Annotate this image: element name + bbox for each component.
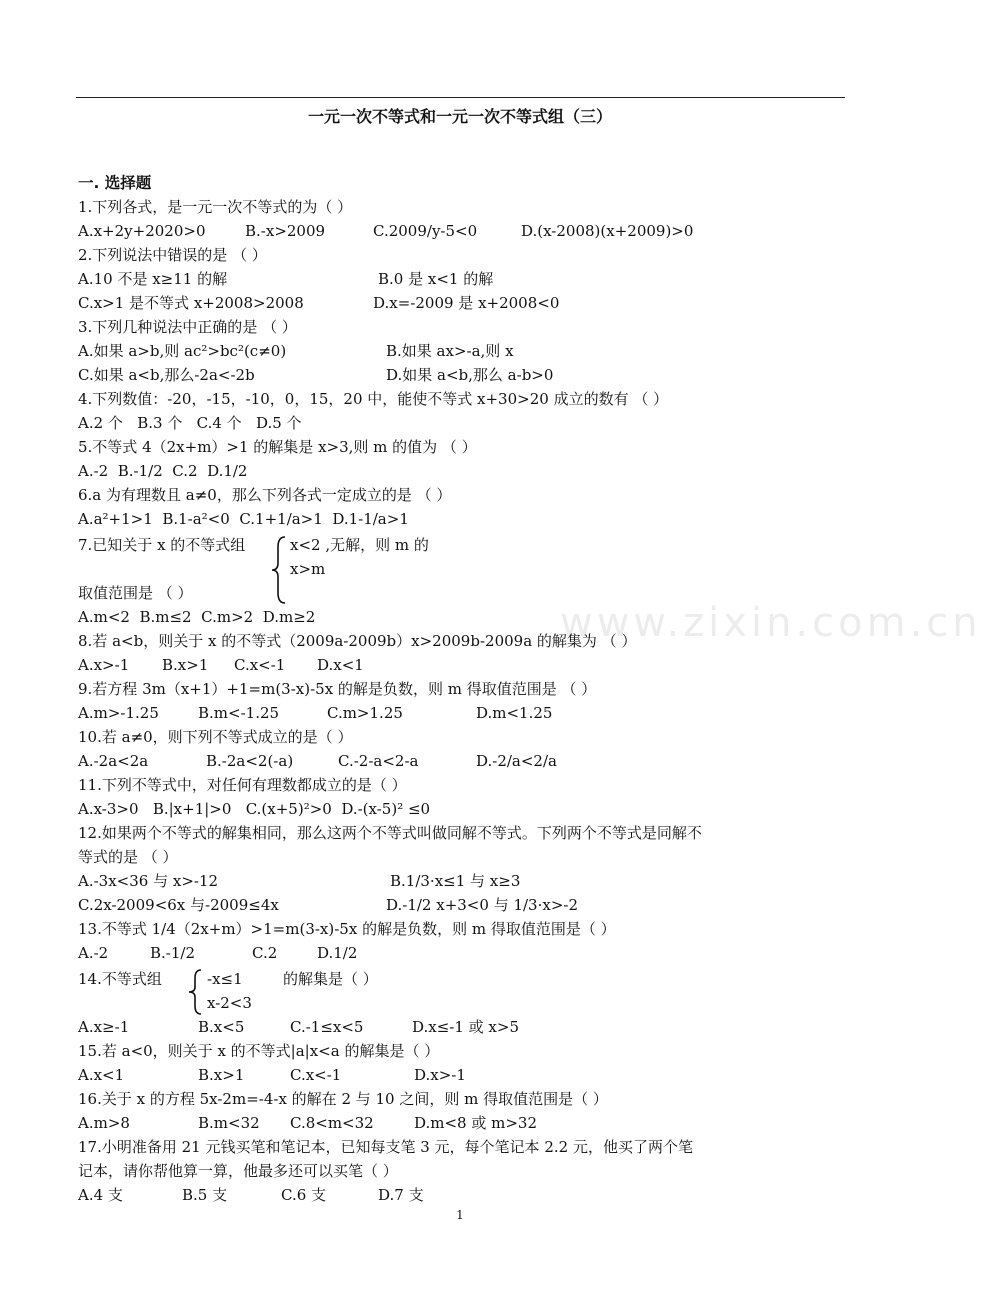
q17-option-b: B.5 支: [182, 1186, 228, 1204]
q10-stem: 10.若 a≠0，则下列不等式成立的是（ ）: [78, 728, 353, 746]
q1-option-d: D.(x-2008)(x+2009)>0: [521, 222, 694, 240]
q17-option-c: C.6 支: [281, 1186, 327, 1204]
q16-option-c: C.8<m<32: [290, 1114, 374, 1132]
q13-option-c: C.2: [252, 944, 278, 962]
q14-stem-tail: 的解集是（ ）: [283, 970, 378, 988]
q9-option-a: A.m>-1.25: [78, 704, 159, 722]
section-heading: 一. 选择题: [78, 174, 152, 192]
q7-inequality-2: x>m: [290, 560, 326, 578]
q12-option-b: B.1/3·x≤1 与 x≥3: [390, 872, 521, 890]
q8-option-b: B.x>1: [162, 656, 209, 674]
watermark: www.zixin.com.cn: [560, 600, 982, 646]
q17-stem-cont: 记本，请你帮他算一算，他最多还可以买笔（ ）: [78, 1162, 398, 1180]
q13-stem: 13.不等式 1/4（2x+m）>1=m(3-x)-5x 的解是负数，则 m 得取值范围是（ ）: [78, 920, 616, 938]
q12-stem: 12.如果两个不等式的解集相同，那么这两个不等式叫做同解不等式。下列两个不等式是同解不: [78, 824, 702, 842]
q16-option-d: D.m<8 或 m>32: [414, 1114, 538, 1132]
q9-option-b: B.m<-1.25: [198, 704, 280, 722]
q13-option-d: D.1/2: [317, 944, 358, 962]
q4-options: A.2 个 B.3 个 C.4 个 D.5 个: [78, 414, 302, 432]
q2-option-d: D.x=-2009 是 x+2008<0: [373, 294, 560, 312]
q15-option-a: A.x<1: [78, 1066, 125, 1084]
q2-option-c: C.x>1 是不等式 x+2008>2008: [78, 294, 304, 312]
q17-option-d: D.7 支: [378, 1186, 424, 1204]
q3-option-c: C.如果 a<b,那么-2a<-2b: [78, 366, 255, 384]
q8-option-c: C.x<-1: [234, 656, 286, 674]
page-title: 一元一次不等式和一元一次不等式组（三）: [307, 107, 612, 126]
q7-stem: 7.已知关于 x 的不等式组: [78, 536, 246, 554]
q10-option-c: C.-2-a<2-a: [338, 752, 419, 770]
q11-options: A.x-3>0 B.|x+1|>0 C.(x+5)²>0 D.-(x-5)² ≤0: [78, 800, 431, 818]
q11-stem: 11.下列不等式中，对任何有理数都成立的是（ ）: [78, 776, 407, 794]
q2-option-b: B.0 是 x<1 的解: [378, 270, 494, 288]
q7-options: A.m<2 B.m≤2 C.m>2 D.m≥2: [78, 608, 316, 626]
q13-option-b: B.-1/2: [150, 944, 195, 962]
q10-option-b: B.-2a<2(-a): [206, 752, 294, 770]
q10-option-d: D.-2/a<2/a: [476, 752, 557, 770]
q17-option-a: A.4 支: [78, 1186, 123, 1204]
q15-option-b: B.x>1: [198, 1066, 245, 1084]
q5-stem: 5.不等式 4（2x+m）>1 的解集是 x>3,则 m 的值为 （ ）: [78, 438, 477, 456]
q13-option-a: A.-2: [78, 944, 109, 962]
q14-inequality-2: x-2<3: [207, 994, 252, 1012]
q14-option-b: B.x<5: [198, 1018, 245, 1036]
q12-option-d: D.-1/2 x+3<0 与 1/3·x>-2: [386, 896, 579, 914]
q15-stem: 15.若 a<0，则关于 x 的不等式|a|x<a 的解集是（ ）: [78, 1042, 440, 1060]
q14-inequality-1: -x≤1: [207, 970, 243, 988]
q2-stem: 2.下列说法中错误的是 （ ）: [78, 246, 267, 264]
q14-stem: 14.不等式组: [78, 970, 162, 988]
q1-option-a: A.x+2y+2020>0: [78, 222, 206, 240]
q3-option-b: B.如果 ax>-a,则 x: [386, 342, 514, 360]
q12-stem-cont: 等式的是 （ ）: [78, 848, 178, 866]
q3-option-d: D.如果 a<b,那么 a-b>0: [386, 366, 554, 384]
q8-stem: 8.若 a<b，则关于 x 的不等式（2009a-2009b）x>2009b-2009a 的解集为 （ ）: [78, 632, 637, 650]
q6-stem: 6.a 为有理数且 a≠0，那么下列各式一定成立的是 （ ）: [78, 486, 452, 504]
q1-option-b: B.-x>2009: [245, 222, 326, 240]
q9-option-d: D.m<1.25: [476, 704, 553, 722]
q14-brace: [186, 968, 206, 1016]
q8-option-d: D.x<1: [317, 656, 364, 674]
q1-option-c: C.2009/y-5<0: [373, 222, 478, 240]
q2-option-a: A.10 不是 x≥11 的解: [78, 270, 228, 288]
q10-option-a: A.-2a<2a: [78, 752, 149, 770]
page-number: 1: [456, 1208, 464, 1222]
q5-options: A.-2 B.-1/2 C.2 D.1/2: [78, 462, 248, 480]
q14-option-a: A.x≥-1: [78, 1018, 130, 1036]
q12-option-c: C.2x-2009<6x 与-2009≤4x: [78, 896, 279, 914]
q3-option-a: A.如果 a>b,则 ac²>bc²(c≠0): [78, 342, 287, 360]
q3-stem: 3.下列几种说法中正确的是 （ ）: [78, 318, 297, 336]
q16-option-b: B.m<32: [198, 1114, 260, 1132]
q17-stem: 17.小明准备用 21 元钱买笔和笔记本，已知每支笔 3 元，每个笔记本 2.2 元，他买了两个笔: [78, 1138, 693, 1156]
q14-option-c: C.-1≤x<5: [290, 1018, 364, 1036]
q16-option-a: A.m>8: [78, 1114, 130, 1132]
header-rule: [76, 97, 845, 98]
q6-options: A.a²+1>1 B.1-a²<0 C.1+1/a>1 D.1-1/a>1: [78, 510, 409, 528]
q14-option-d: D.x≤-1 或 x>5: [412, 1018, 520, 1036]
q9-stem: 9.若方程 3m（x+1）+1=m(3-x)-5x 的解是负数，则 m 得取值范围是 （ ）: [78, 680, 597, 698]
q7-stem-cont: 取值范围是 （ ）: [78, 584, 193, 602]
q9-option-c: C.m>1.25: [327, 704, 403, 722]
q7-inequality-1: x<2 ,无解，则 m 的: [290, 536, 429, 554]
q15-option-c: C.x<-1: [290, 1066, 342, 1084]
q8-option-a: A.x>-1: [78, 656, 130, 674]
q15-option-d: D.x>-1: [414, 1066, 466, 1084]
q16-stem: 16.关于 x 的方程 5x-2m=-4-x 的解在 2 与 10 之间，则 m 得取值范围是（ ）: [78, 1090, 608, 1108]
q7-brace: [270, 535, 290, 605]
q1-stem: 1.下列各式，是一元一次不等式的为（ ）: [78, 198, 353, 216]
q12-option-a: A.-3x<36 与 x>-12: [78, 872, 219, 890]
q4-stem: 4.下列数值：-20，-15，-10，0，15，20 中，能使不等式 x+30>20 成立的数有 （ ）: [78, 390, 669, 408]
